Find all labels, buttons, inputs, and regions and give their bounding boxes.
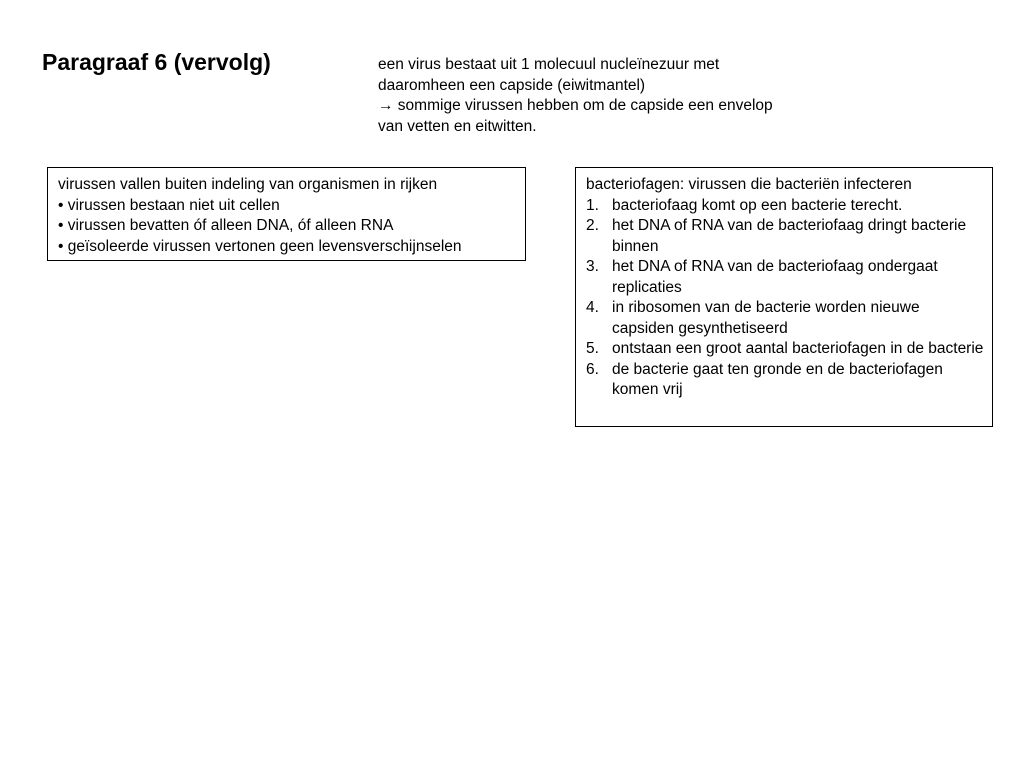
bacteriophage-heading: bacteriofagen: virussen die bacteriën infecteren [586,176,912,193]
bacteriophage-box [575,167,993,427]
bacteriophage-step [586,257,984,298]
virus-properties-bullet: • virussen bestaan niet uit cellen [58,196,280,214]
step-number: 3. [586,258,599,275]
bacteriophage-step [586,196,984,217]
step-text: het DNA of RNA van de bacteriofaag dringt bacterie binnen [612,217,967,255]
bacteriophage-step [586,360,984,401]
bacteriophage-step [586,298,984,339]
step-text: in ribosomen van de bacterie worden nieuwe capsiden gesynthetiseerd [612,299,920,337]
bacteriophage-step [586,339,984,360]
step-number: 1. [586,196,599,214]
step-number: 2. [586,217,599,234]
step-text: ontstaan een groot aantal bacteriofagen in de bacterie [612,340,984,357]
intro-line: daaromheen een capside (eiwitmantel) [378,76,646,94]
step-number: 6. [586,360,599,378]
intro-line: → sommige virussen hebben om de capside een envelop [378,97,773,114]
intro-line: een virus bestaat uit 1 molecuul nucleïnezuur met [378,56,720,73]
virus-properties-bullet: • virussen bevatten óf alleen DNA, óf alleen RNA [58,217,394,234]
step-text: het DNA of RNA van de bacteriofaag ondergaat replicaties [612,258,938,296]
bacteriophage-step [586,216,984,257]
intro-line: van vetten en eitwitten. [378,117,537,135]
virus-properties-line: virussen vallen buiten indeling van organismen in rijken [58,176,438,193]
step-number: 4. [586,299,599,316]
bacteriophage-steps [586,196,984,401]
step-text: bacteriofaag komt op een bacterie terecht. [612,196,903,214]
step-number: 5. [586,340,599,357]
virus-properties-bullet: • geïsoleerde virussen vertonen geen levensverschijnselen [58,237,462,255]
slide-title: Paragraaf 6 (vervolg) [42,49,271,75]
virus-properties-box [47,167,526,261]
step-text: de bacterie gaat ten gronde en de bacteriofagen komen vrij [612,360,943,398]
intro-text [378,55,838,137]
